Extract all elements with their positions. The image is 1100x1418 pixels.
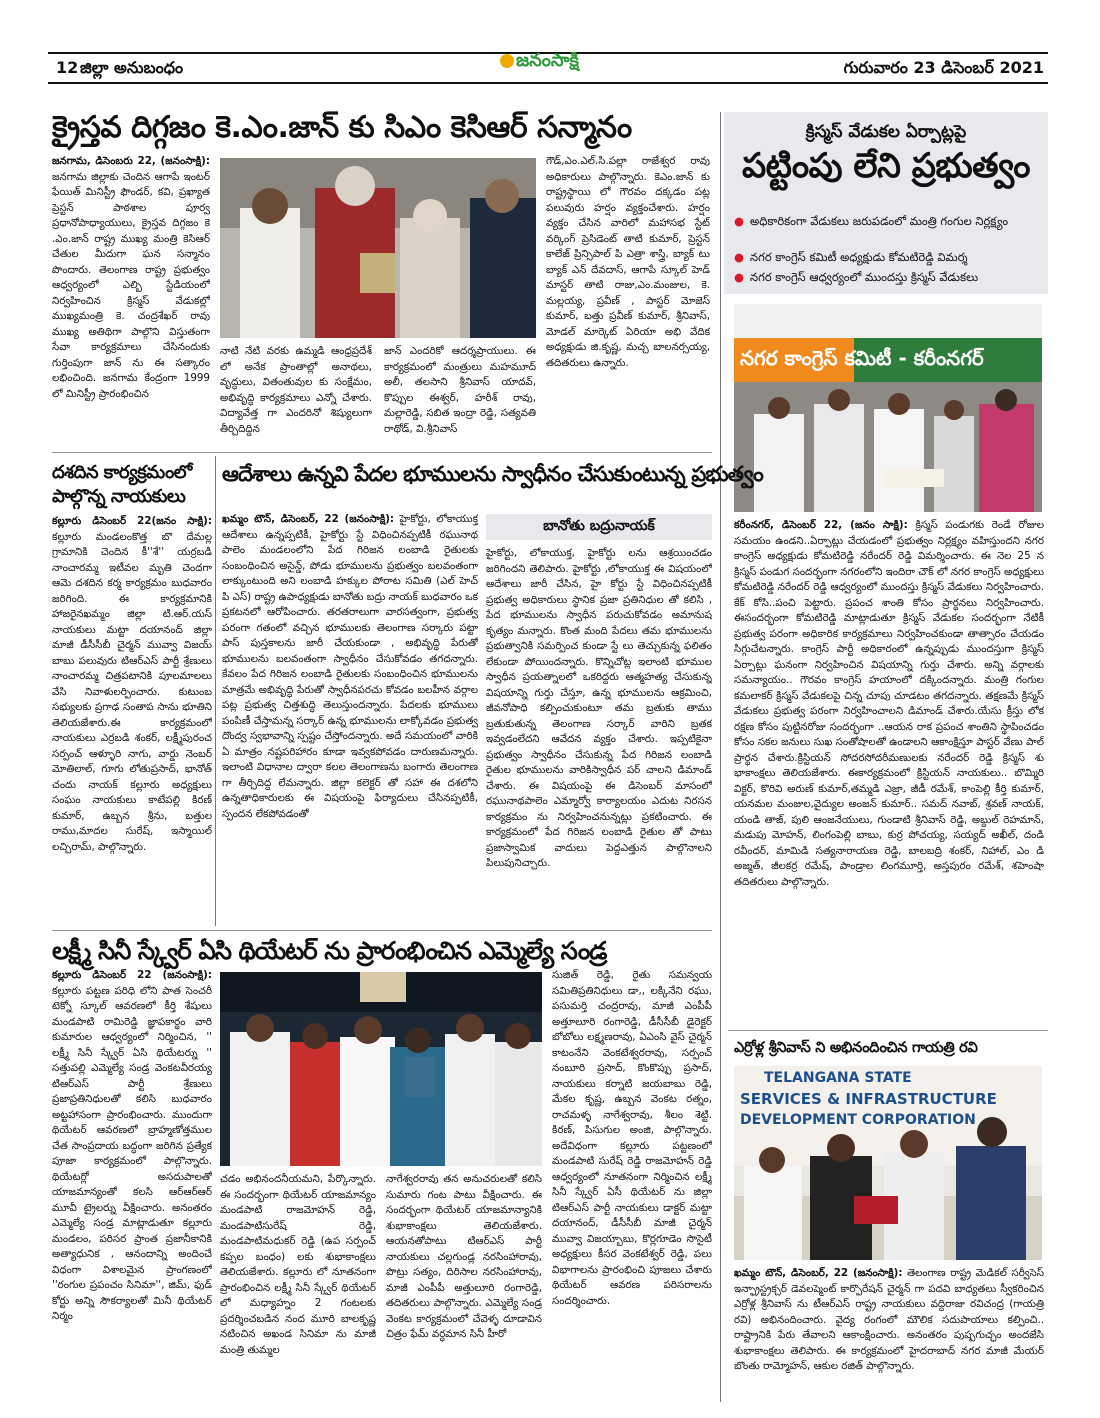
bullet-dot-icon: ●	[734, 214, 745, 228]
story5-body-text: తెలంగాణ రాష్ట్ర మెడికల్ సర్వీసెస్ ఇన్ఫ్రాస్ట్రక్చర్ డెవలప్మెంట్ కార్పొరేషన్ చైర్మన్ గా పదవి బాధ్యతలు స్వీకరించిన ఎర్రోళ్ల శ్రీనివాస్ ను టీఆర్ఎస్ రాష్ట్ర నాయకులు వద్దిరాజు రవిచంద్ర (గాయత్రి రవి) అభినందించారు. వైద్య రంగంలో మౌలిక సదుపాయాలు కల్పించి.. రాష్ట్రానికి పేరు తేవాలని ఆకాంక్షించారు. అనంతరం పుష్పగుచ్ఛం అందజేసి శుభాకాంక్షలు తెలిపారు. ఈ కార్యక్రమంలో హైదరాబాద్ నగర మాజీ మేయర్ బొంతు రామ్మోహన్, ఆకుల రజిత్ పాల్గొన్నారు.	[734, 1267, 1044, 1372]
story1-col3-text: జాన్ ఎందరికో ఆదర్శప్రాయులు. ఈ కార్యక్రమంలో మంత్రులు మహమూద్ అలీ, తలసాని శ్రీనివాస్ యాదవ్, కొప్పుల ఈశ్వర్, హరీశ్ రావు, మల్లారెడ్డి, సబిత ఇంద్రా రెడ్డి, సత్యవతి రాథోడ్, వి.శ్రీనివాస్	[384, 345, 536, 435]
story1-headline: క్రైస్తవ దిగ్గజం కె.ఎం.జాన్ కు సిఎం కెసిఆర్ సన్మానం	[52, 110, 632, 145]
story3-col1	[222, 512, 478, 924]
logo-flower-icon	[500, 54, 514, 68]
story3-dateline: ఖమ్మం టౌన్, డిసెంబర్, 22 (జనంసాక్షి):	[222, 513, 395, 525]
story1-col2-text: నాటి నేటి వరకు ఉమ్మడి ఆంధ్రప్రదేశ్ లో అనేక ప్రాంతాల్లో అనాథలు, వృద్ధులు, వితంతువుల కు సంక్షేమం, అభివృద్ధి కార్యక్రమాలు ఎన్నో చేశారు. విద్యావేత్త గా ఎందరినో శిష్యులుగా తీర్చిదిద్దిన	[220, 345, 372, 435]
story3-byline: బానోతు బద్రునాయక్	[543, 518, 655, 534]
sidebar-bullet-1: ● అధికారికంగా వేడుకలు జరుపడంలో మంత్రి గంగుల నిర్లక్ష్యం	[734, 214, 1009, 228]
sidebar-dateline: కరీంనగర్, డిసెంబర్ 22, (జనం సాక్షి):	[734, 519, 908, 531]
sidebar-photo-banner: నగర కాంగ్రెస్ కమిటీ - కరీంనగర్	[740, 346, 984, 370]
story4-col2	[220, 1172, 376, 1406]
story2-body-text: కల్లూరు మండలంకొత్త బొ దేమల్ల గ్రామానికి చెందిన కీ''శే'' యర్రబడి నాంచారమ్మ ఇటీవల మృతి చెందగా ఆమె దశదిన కర్మ కార్యక్రమం బుధవారం జరిగింది. ఈ కార్యక్రమానికి హాజరైనఖమ్మం జిల్లా టి.ఆర్.యస్ నాయకులు మట్టా దయానంద్ జిల్లా మాజీ డీసీసీబీ చైర్మన్ మువ్వా విజయ్ బాబు పలువురు టిఆర్ఎస్ పార్టీ శ్రేణులు నాంచారమ్మ చిత్రపటానికి పూలమాలలు వేసి నివాళులర్పించారు. కుటుంబ సభ్యులకు ప్రగాఢ సంతాప సాను భూతిని తెలియజేశారు.ఈ కార్యక్రమంలో నాయకులు ఎర్రబడి శంకర్, లక్ష్మీపురంచ సర్పంచ్ ఆళ్ళూరి నాగు, వార్డు నెంబర్ మోతిలాల్, గూగు లోతుప్రసాద్, భానోత్ చందు నాయక్ కల్లూరు అధ్యక్షులు సంఘం నాయకులు కాటేపల్లి కిరణ్ కుమార్, ఉబ్బన శ్రీను, బత్తుల రాము,మాదల సురేష్, ఇస్మాయిల్ లచ్చిరామ్, పాల్గొన్నారు.	[52, 530, 212, 853]
story1-photo	[220, 158, 536, 338]
story5-banner-line2: SERVICES & INFRASTRUCTURE	[740, 1090, 997, 1108]
sidebar-bullet-2: ● నగర కాంగ్రెస్ కమిటీ అధ్యక్షుడు కోమటిరెడ్డి విమర్శ	[734, 250, 968, 264]
story1-col2	[220, 344, 372, 444]
story5-banner-line3: DEVELOPMENT CORPORATION	[740, 1112, 976, 1128]
column-divider-left	[215, 456, 216, 926]
story5-dateline: ఖమ్మం టౌన్, డిసెంబర్, 22 (జనంసాక్షి):	[734, 1267, 903, 1279]
story3-col2	[486, 546, 712, 924]
story3-col2-text: హైకోర్టు, లోకాయుక్త, హైకోర్టు లను ఆశ్రయించడం జరిగిందని తెలిపారు. హైకోర్టు ,లోకాయుక్త ఈ విషయంలో ఆదేశాలు జారీ చేసిన, హై కోర్టు స్టే విధించినప్పటికీ ప్రభుత్వ అధికారులు స్థానిక ప్రజా ప్రతినిధుల తో కలిసి , పేద భూములను స్వాధీన పరుచుకోవడం అమానుష కృత్యం మన్నారు. కొంత మంది పేదలు తమ భూములను ప్రభుత్వానికి సమర్పించ కుండా స్టే లు తెచ్చుకున్న ఫలితం లేకుండా పోయిందన్నారు. కొన్నిచోట్ల ఇలాంటి భూముల స్వాధీన ప్రయత్నాలలో ఒకరిద్దరు ఆత్మహత్య చేసుకున్న విషయాన్ని గుర్తు చేస్తూ, ఉన్న భూములను ఆక్రమించి, జీవనోపాధి కల్పించుకుంటూ తమ బ్రతుకు తాము బ్రతుకుతున్న తెలంగాణ సర్కార్ వారిని బ్రతక ఇవ్వడంలేదని ఆవేదన వ్యక్తం చేశారు. ఇప్పటికైనా ప్రభుత్వం స్వాధీనం చేసుకున్న పేద గిరిజన లంబాడి రైతుల భూములను వారికిస్వాధీన పర్ చాలని డిమాండ్ చేశారు. ఈ విషయంపై ఈ డిసెంబర్ మాసంలో రఘునాథపాలెం ఎమ్మార్వో కార్యాలయం ఎదుట నిరసన కార్యక్రమం ను నిర్వహించనున్నట్లు ప్రకటించారు. ఈ కార్యక్రమంలో పేద గిరిజన లంబాడి రైతుల తో పాటు ప్రజాస్వామిక వాదులు పెద్దఎత్తున పాల్గొనాలని పిలుపునిచ్చారు.	[486, 547, 712, 869]
story4-rule	[52, 930, 712, 931]
story4-col3-text: నాగేశ్వరరావు తన అనుచరులతో కలిసి సుమారు గంట పాటు వీక్షించారు. ఈ సందర్భంగా థియేటర్ యాజమాన్యానికి శుభాకాంక్షలు తెలియజేశారు. ఆయనతోపాటు టిఆర్ఎస్ పార్టీ నాయకులు చల్లగుండ్ల నరసింహారావు, పొట్రు సత్యం, దిరిసాల నరసింహారావు, మాజీ ఎంపీపీ అత్తులూరి రంగారెడ్డి, తదితరులు పాల్గొన్నారు. ఎమ్మెల్యే సండ్ర వెంకట కార్యక్రమంలో చేవెళ్ళ దూడావిన చిత్రం ఫేమ్ వర్ధమాన సినీ హీరో	[386, 1173, 542, 1340]
story4-col2-text: చడం అభినందనీయమని, పేర్కొన్నారు. ఈ సందర్భంగా థియేటర్ యాజమాన్యం మండపాటి రాజమోహన్ రెడ్డి, మండపాటిసురేష్ రెడ్డి, మండపాటిమధుకర్ రెడ్డి (ఉప సర్పంచ్ కప్పల బంధం) లకు శుభాకాంక్షలు తెలియజేశారు. కల్లూరు లో నూతనంగా ప్రారంభించిన లక్ష్మీ సినీ స్క్వేర్ థియేటర్ లో మధ్యాహ్నం 2 గంటలకు ప్రదర్శించబడిన నంద మూరి బాలకృష్ణ నటించిన అఖండ సినిమా ను మాజీ మంత్రి తుమ్మల	[220, 1173, 376, 1356]
story2-headline-line2: పాల్గొన్న నాయకులు	[52, 486, 186, 507]
story4-headline: లక్ష్మీ సినీ స్క్వేర్ ఏసి థియేటర్ ను ప్రారంభించిన ఎమ్మెల్యే సండ్ర	[52, 936, 607, 965]
logo-text: జనంసాక్షి	[516, 50, 579, 71]
story1-col4	[546, 154, 710, 444]
story2-headline-line1: దశదిన కార్యక్రమంలో	[52, 462, 192, 483]
story2-dateline: కల్లూరు డిసెంబర్ 22(జనం సాక్షి):	[52, 515, 212, 527]
story5-headline: ఎర్రోళ్ల శ్రీనివాస్ ని అభినందించిన గాయత్రి రవి	[734, 1040, 978, 1056]
story3-headline: ఆదేశాలు ఉన్నవి పేదల భూములను స్వాధీనం చేసుకుంటున్న ప్రభుత్వం	[222, 462, 763, 486]
sidebar-kicker: క్రిస్మస్ వేడుకల ఏర్పాట్లపై	[805, 122, 967, 142]
sidebar-body-text: క్రిస్మస్ పండుగకు రెండే రోజుల సమయం ఉండని..ఏర్పాట్లు చేయడంలో ప్రభుత్వం నిర్లక్ష్యం వహిస్తుందని నగర కాంగ్రెస్ అధ్యక్షుడు కోమటిరెడ్డి నరేందర్ రెడ్డి విమర్శించారు. ఈ నెల 25 న క్రిస్మస్ పండుగ సందర్భంగా నగరంలోని ఇందిరా చౌక్ లో నగర కాంగ్రెస్ అధ్యక్షులు కోమటిరెడ్డి నరేందర్ రెడ్డి ఆధ్వర్యంలో ముందస్తు క్రిస్మస్ వేడుకలు నిర్వహించారు. కేక్ కోసి..పంచి పెట్టారు. ప్రపంచ శాంతి కోసం ప్రార్థనలు నిర్వహించారు. ఈసందర్భంగా కోమటిరెడ్డి మాట్లాడుతూ క్రిస్మస్ వేడుకల సందర్భంగా నేటికీ ప్రభుత్వ పరంగా అధికారిక కార్యక్రమాలు నిర్వహించకుండా తాత్సారం చేయడం సిగ్గుచేటన్నారు. కాంగ్రెస్ పార్టీ అధికారంలో ఉన్నప్పుడు ముందస్తుగా క్రిస్మస్ ఏర్పాట్లు ఘనంగా నిర్వహించిన విషయాన్ని గుర్తు చేశారు. అన్ని వర్గాలకు సమన్యాయం.. గౌరవం కాంగ్రెస్ హయాంలో దక్కిందన్నారు. మంత్రి గంగుల కమలాకర్ క్రిస్మస్ వేడుకలపై చిన్న చూపు చూడటం తగదన్నారు. తక్షణమే క్రిస్మస్ వేడుకలు ప్రభుత్వ పరంగా నిర్వహించాలని డిమాండ్ చేశారు.యేసు క్రీస్తు లోక రక్షణ కోసం పుట్టినరోజు సందర్భంగా ..ఆయన రాక ప్రపంచ శాంతిని స్థాపించడం కోసం సకల జనులు సుఖ సంతోషాలతో ఉండాలని ఆకాంక్షిస్తూ పాస్టర్ వేణు పాల్ ప్రార్థన చేశారు.క్రిస్టియన్ సోదరసోదరీమణులకు నరేందర్ రెడ్డి క్రిస్మస్ శు భాకాంక్షలు తెలియజేశారు. ఈకార్యక్రమంలో క్రిస్టియన్ నాయకులు.. బొమ్మిరి విక్టర్, కొరివి అరుణ్ కుమార్,తమ్మడి ఎజ్రా, జీడీ రమేశ్, కాంపెల్లి కీర్తి కుమార్, యనమల మంజుల,వైద్యుల అంజన్ కుమార్.. సమద్ నవాబ్, శ్రవణ్ నాయక్, యండి తాజ్, పులి ఆంజనేయులు, గుండాటి శ్రీనివాస్ రెడ్డి, అబ్దుల్ రెహమాన్, మడుపు మోహన్, లింగంపెల్లి బాబు, కుర్ర పోచయ్య, సయ్యద్ అఖీల్, దండి రవీందర్, మామిడి సత్యనారాయణ రెడ్డి, బాలబద్రి శంకర్, నిహాల్, ఎం డి అజ్మత్, జీలకర్ర రమేష్, పాండ్రాల లింగమూర్తి, అస్తపురం రమేశ్, శహెంషా తదితరులు పాల్గొన్నారు.	[734, 519, 1044, 888]
masthead-logo	[500, 50, 612, 78]
page-number: 12	[56, 58, 79, 77]
section-name: జిల్లా అనుబంధం	[80, 58, 184, 77]
story4-col1-text: కల్లూరు పట్టణ పరిధి లోని పాత సెంచరీ టెక్నో స్కూల్ ఆవరణలో కీర్తి శేషులు మండపాటి రామిరెడ్డి జ్ఞాపకార్థం వారి కుమారుల ఆధ్వర్యంలో నిర్మించిన, '' లక్ష్మీ సినీ స్క్వేర్ ఏసి థియేటర్ను '' సత్తుపల్లి ఎమ్మెల్యే సండ్ర వెంకటవీరయ్య టిఆర్ఎస్ పార్టీ శ్రేణులు ప్రజాప్రతినిధులతో కలిసి బుధవారం అట్టహాసంగా ప్రారంభించారు. ముందుగా థియేటర్ ఆవరణలో బ్రాహ్మణోత్తముల చేత సాంప్రదాయ బద్ధంగా జరిగిన ప్రత్యేక పూజా కార్యక్రమంలో పాల్గొన్నారు. థియేటర్లో అసదుపాలతో యాజమాన్యంతో కలసి ఆర్ఆర్ఆర్ మూవీ ట్రైలర్ను వీక్షించారు. అనంతరం ఎమ్మెల్యే సండ్ర మాట్లాడుతూ కల్లూరు మండలం, పరిసర ప్రాంత ప్రజానీకానికి అత్యాధునిక , ఆనందాన్ని అందించే విధంగా విశాలమైన ప్రాంగణంలో ''రంగుల ప్రపంచం సినిమా'', జిమ్, ఫుడ్ కోర్టు అన్ని సౌకర్యాలతో మినీ థియేటర్ నిర్మం	[52, 984, 212, 1322]
story5-rule	[728, 1030, 1048, 1031]
story4-col4-text: సుజిత్ రెడ్డి, రైతు సమన్వయ సమితిప్రతినిధులు డా,, లక్కినేని రఘు, పసుమర్తి చంద్రరావు, మాజీ ఎంపీపీ అత్తూలూరి రంగారెడ్డి, డీసీసీబీ డైరెక్టర్ బోబోలు లక్ష్మణరావు, ఏఎంసి వైస్ చైర్మన్ కాటంనేని వెంకటేశ్వరరావు, సర్పంచ్ నంబూరి ప్రసాద్, కొంకొప్పు ప్రసాద్, నాయకులు కర్నాటి జయబాబు రెడ్డి, మేకల కృష్ణ, ఉబ్బన వెంకట రత్నం, రాచమళ్ళ నాగేశ్వరావు, శీలం శెట్టి. కిరణ్, పిసుగుల అంజి, పాల్గొన్నారు. అదేవిధంగా కల్లూరు పట్టణంలో మండపాటి సురేష్ రెడ్డి రాజమోహన్ రెడ్డి ఆధ్వర్యంలో నూతనంగా నిర్మించిన లక్ష్మీ సినీ స్క్వేర్ ఏసీ థియేటర్ ను జిల్లా టిఆర్ఎస్ పార్టీ నాయకులు డాక్టర్ మట్టా దయానంద్, డీసీసీబీ మాజీ చైర్మన్ మువ్వా విజయ్బాబు, కొర్లగూడెం సొసైటీ అధ్యక్షులు కీసర వెంకటేశ్వర్ రెడ్డి, పలు విభాగాలను ప్రారంభించి పూజలు చేశారు థియేటర్ ఆవరణ పరిసరాలను సందర్శించారు.	[552, 969, 712, 1307]
sidebar-body	[734, 518, 1044, 1026]
story5-body	[734, 1266, 1044, 1406]
story5-photo	[734, 1066, 1042, 1260]
story2-rule	[52, 452, 712, 453]
story4-col4	[552, 968, 712, 1406]
bullet-dot-icon: ●	[734, 250, 745, 264]
header-rule-bottom	[48, 82, 1048, 84]
story3-col1-text: హైకోర్టు, లోకాయుక్త ఆదేశాలు ఉన్నప్పటికీ, హైకోర్టు స్టే విధించినప్పటికీ రఘునాథ పాలెం మండలంలోని పేద గిరిజన లంబాడి రైతులకు సంబంధించిన అసైన్డ్, పోడు భూములను ప్రభుత్వం బలవంతంగా లాక్కుంటుంది అని లంబాడి హక్కుల పోరాట సమితి (ఎల్ హెచ్ పి ఎస్) రాష్ట్ర ఉపాధ్యక్షుడు బానోతు బద్రు నాయక్ బుధవారం ఒక ప్రకటనలో ఆరోపించారు. తరతరాలుగా వారసత్వంగా, ప్రభుత్వ పరంగా గతంలో వచ్చిన భూములకు తెలంగాణ సర్కారు పట్టా పాస్ పుస్తకాలను జారీ చేయకుండా , అభివృద్ధి పేరుతో భూములను బలవంతంగా స్వాధీనం చేసుకోవడం తగదన్నారు. కేవలం పేద గిరిజన లంబాడి రైతులకు సంబంధించిన భూములను మాత్రమే అభివృద్ధి పేరుతో స్వాధీనపరచు కోవడం బలహీన వర్గాల పట్ల ప్రభుత్వ చిత్తశుద్ధి తెలుస్తుందన్నారు. పేదలకు భూములు పంపిణీ చేస్తామన్న సర్కార్ ఉన్న భూములను లాక్కోవడం ప్రభుత్వ దొంద్వ స్వభావాన్ని స్పష్టం చేస్తోందన్నారు. అదే సమయంలో వారికి ఏ మాత్రం నష్టపరిహారం కూడా ఇవ్వకపోవడం దారుణమన్నారు. ఇలాంటి విధానాల ద్వారా కలల తెలంగాణను బంగారు తెలంగాణ గా తీర్చిదిద్ద లేమన్నారు. జిల్లా కలెక్టర్ తో సహా ఈ దశలోని ఉన్నతాధికారులకు ఈ విషయంపై ఫిర్యాదులు చేసినప్పటికీ, స్పందన లేకపోవడంతో	[222, 513, 478, 820]
sidebar-bullet-3: ● నగర కాంగ్రెస్ ఆధ్వర్యంలో ముందస్తు క్రిస్మస్ వేడుకలు	[734, 270, 979, 284]
story4-photo	[220, 972, 542, 1166]
bullet-dot-icon: ●	[734, 270, 745, 284]
story1-dateline: జనగామ, డిసెంబరు 22, (జనంసాక్షి):	[52, 155, 210, 167]
sidebar-headline: పట్టింపు లేని ప్రభుత్వం	[741, 146, 1031, 186]
column-divider-right	[720, 112, 721, 1402]
story4-dateline: కల్లూరు డిసెంబర్ 22 (జనంసాక్షి):	[52, 969, 212, 981]
sidebar-photo	[734, 304, 1042, 512]
story1-col3	[384, 344, 536, 444]
story4-col3	[386, 1172, 542, 1406]
story5-banner-line1: TELANGANA STATE	[764, 1070, 912, 1086]
story1-col1	[52, 154, 210, 444]
story1-col4-text: గౌడ్,ఎం.ఎల్.సి.పల్లా రాజేశ్వర రావు అధికారులు పాల్గొన్నారు. కెఎం.జాన్ కు రాష్ట్రస్థాయి లో గౌరవం దక్కడం పట్ల పలువురు హర్షం వ్యక్తంచేశారు. హర్షం వ్యక్తం చేసిన వారిలో మహాసభ స్టేట్ వర్కింగ్ ప్రెసిడెంట్ తాటి కుమార్, ప్రెస్టన్ కాలేజ్ ప్రిన్సిపాల్ పి ఎత్రా శాస్త్రి, బ్యాక్ టు బ్యాక్ ఎన్ దేవదాస్, ఆగాపే స్కూల్ హెడ్ మాస్టర్ తాటి రాజు,ఎం.మంజుల, కె. మల్లయ్య, ప్రవీణ్ , పాస్టర్ మోజెస్ కుమార్, బత్తు ప్రవీణ్ కుమార్, శ్రీనివాస్, మోడల్ మార్కెట్ ఏరియా అభి వేదిక అధ్యక్షుడు జి.కృష్ణ, మచ్చ బాలనర్సయ్య, తదితరులు ఉన్నారు.	[546, 155, 710, 369]
story2-body	[52, 514, 212, 922]
issue-date: గురువారం 23 డిసెంబర్ 2021	[843, 58, 1044, 77]
story4-col1	[52, 968, 212, 1406]
story1-col1-text: జనగామ జిల్లాకు చెందిన ఆగాపే ఇంటర్ ఫేయిత్ మినిస్ట్రీ ఫౌండర్, కవి, ప్రఖ్యాత ప్రెస్టన్ పాఠశాల పూర్వ ప్రధానోపాధ్యాయులు, క్రైస్తవ దిగ్గజం కె .ఎం.జాన్ రాష్ట్ర ముఖ్య మంత్రి కెసిఆర్ చేతుల మీదుగా ఘన సన్మానం పొందారు. తెలంగాణ రాష్ట్ర ప్రభుత్వం ఆధ్వర్యంలో ఎల్బి స్టేడియంలో నిర్వహించిన క్రిస్మస్ వేడుకల్లో ముఖ్యమంత్రి కె. చంద్రశేఖర్ రావు ముఖ్య అతిథిగా పాల్గొని విస్తుతంగా సేవా కార్యక్రమాలు చేసినందుకు గుర్తింపుగా జాన్ ను ఈ సత్కారం లభించింది. జనగామ కేంద్రంగా 1999 లో మినిస్ట్రీ ప్రారంభించిన	[52, 170, 210, 400]
